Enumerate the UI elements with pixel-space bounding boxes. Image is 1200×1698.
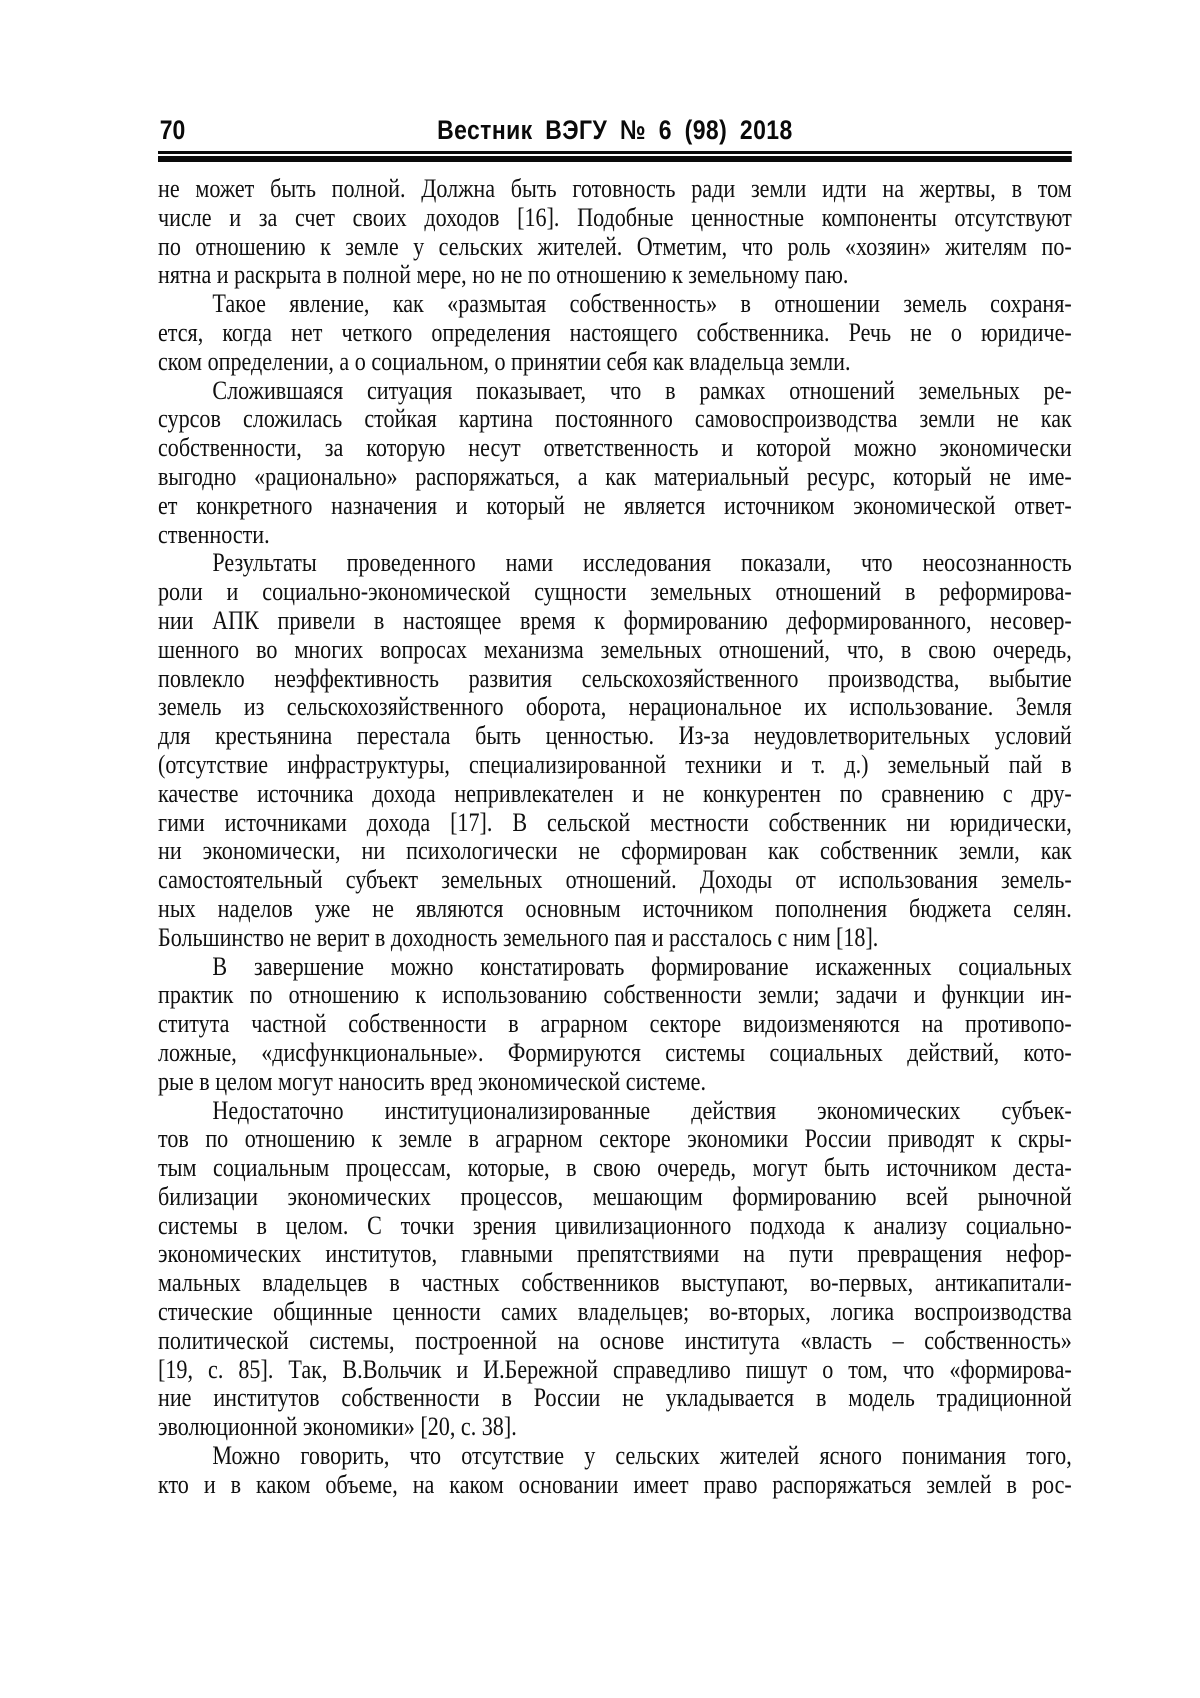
page-header <box>158 116 1072 144</box>
text-line: эволюционной экономики» [20, с. 38]. <box>158 1413 517 1442</box>
text-line: ственности. <box>158 520 270 549</box>
text-line: по отношению к земле у сельских жителей. Отметим, что роль «хозяин» жителям по- <box>158 232 1072 261</box>
text-line: Большинство не верит в доходность земельного пая и рассталось с ним [18]. <box>158 923 879 952</box>
text-line: тов по отношению к земле в аграрном секторе экономики России приводят к скры- <box>158 1125 1072 1154</box>
text-line: не может быть полной. Должна быть готовность ради земли идти на жертвы, в том <box>158 175 1072 203</box>
text-line: ститута частной собственности в аграрном секторе видоизменяются на противопо- <box>158 1010 1072 1039</box>
text-line: Недостаточно институционализированные действия экономических субъек- <box>212 1096 1072 1125</box>
text-line: Можно говорить, что отсутствие у сельских жителей ясного понимания того, <box>212 1442 1072 1471</box>
header-rule-thick-line <box>158 156 1072 162</box>
text-line: гими источниками дохода [17]. В сельской местности собственник ни юридически, <box>158 808 1072 837</box>
text-line: кто и в каком объеме, на каком основании имеет право распоряжаться землей в рос- <box>158 1470 1072 1499</box>
text-line: роли и социально-экономической сущности земельных отношений в реформирова- <box>158 578 1072 607</box>
text-line: системы в целом. С точки зрения цивилизационного подхода к анализу социально- <box>158 1211 1072 1240</box>
text-line: ни экономически, ни психологически не сформирован как собственник земли, как <box>158 837 1072 866</box>
text-line: земель из сельскохозяйственного оборота, нерациональное их использование. Земля <box>158 693 1072 722</box>
text-line: нии АПК привели в настоящее время к формированию деформированного, несовер- <box>158 606 1072 635</box>
text-line: [19, с. 85]. Так, В.Вольчик и И.Бережной справедливо пишут о том, что «формирова- <box>158 1355 1072 1384</box>
text-line: мальных владельцев в частных собственников выступают, во-первых, антикапитали- <box>158 1269 1072 1298</box>
page-content <box>158 116 1072 1500</box>
text-line: сурсов сложилась стойкая картина постоянного самовоспроизводства земли не как <box>158 405 1072 434</box>
text-line: ных наделов уже не являются основным источником пополнения бюджета селян. <box>158 894 1072 923</box>
text-line: практик по отношению к использованию собственности земли; задачи и функции ин- <box>158 981 1072 1010</box>
text-line: ется, когда нет четкого определения настоящего собственника. Речь не о юридиче- <box>158 318 1072 347</box>
text-line: самостоятельный субъект земельных отношений. Доходы от использования земель- <box>158 866 1072 895</box>
text-line: В завершение можно констатировать формирование искаженных социальных <box>212 952 1072 981</box>
text-line: рые в целом могут наносить вред экономической системе. <box>158 1067 707 1096</box>
text-line: качестве источника дохода непривлекателен и не конкурентен по сравнению с дру- <box>158 779 1072 808</box>
text-line: Результаты проведенного нами исследования показали, что неосознанность <box>212 549 1072 578</box>
text-line: экономических институтов, главными препятствиями на пути превращения нефор- <box>158 1240 1072 1269</box>
header-rule <box>158 151 1072 162</box>
text-line: собственности, за которую несут ответственность и которой можно экономически <box>158 434 1072 463</box>
text-line: Сложившаяся ситуация показывает, что в рамках отношений земельных ре- <box>212 376 1072 405</box>
text-line: стические общинные ценности самих владельцев; во-вторых, логика воспроизводства <box>158 1298 1072 1327</box>
text-line: ние институтов собственности в России не укладывается в модель традиционной <box>158 1384 1072 1413</box>
text-line: ложные, «дисфункциональные». Формируются системы социальных действий, кото- <box>158 1038 1072 1067</box>
text-line: шенного во многих вопросах механизма земельных отношений, что, в свою очередь, <box>158 635 1072 664</box>
text-line: ет конкретного назначения и который не является источником экономической ответ- <box>158 491 1072 520</box>
page-number: 70 <box>159 115 186 145</box>
text-line: повлекло неэффективность развития сельскохозяйственного производства, выбытие <box>158 664 1072 693</box>
text-line: (отсутствие инфраструктуры, специализированной техники и т. д.) земельный пай в <box>158 750 1072 779</box>
journal-title: Вестник ВЭГУ № 6 (98) 2018 <box>437 115 793 145</box>
text-line: числе и за счет своих доходов [16]. Подобные ценностные компоненты отсутствуют <box>158 203 1072 232</box>
text-line: ском определении, а о социальном, о принятии себя как владельца земли. <box>158 347 851 376</box>
article-text <box>158 175 1072 1500</box>
text-line: выгодно «рационально» распоряжаться, а как материальный ресурс, который не име- <box>158 462 1072 491</box>
text-line: тым социальным процессам, которые, в свою очередь, могут быть источником деста- <box>158 1154 1072 1183</box>
text-line: билизации экономических процессов, мешающим формированию всей рыночной <box>158 1182 1072 1211</box>
header-rule-thin-line <box>158 151 1072 154</box>
text-line: нятна и раскрыта в полной мере, но не по отношению к земельному паю. <box>158 261 849 290</box>
text-line: политической системы, построенной на основе института «власть – собственность» <box>158 1326 1072 1355</box>
text-line: для крестьянина перестала быть ценностью. Из-за неудовлетворительных условий <box>158 722 1072 751</box>
text-line: Такое явление, как «размытая собственность» в отношении земель сохраня- <box>212 290 1072 319</box>
